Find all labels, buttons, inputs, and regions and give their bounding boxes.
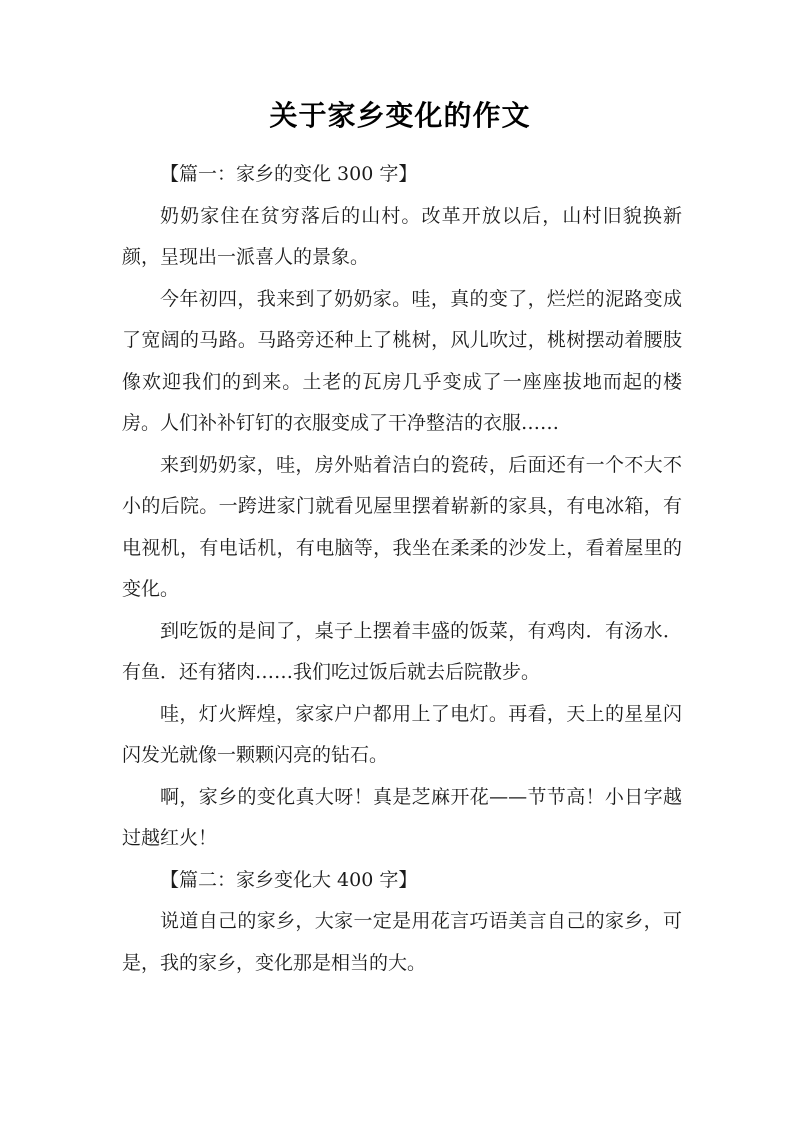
section-heading-1: 【篇一：家乡的变化 300 字】 xyxy=(160,163,418,185)
paragraph: 来到奶奶家，哇，房外贴着洁白的瓷砖，后面还有一个不大不小的后院。一跨进家门就看见屋里摆着崭新的家具，有电冰箱，有电视机，有电话机，有电脑等，我坐在柔柔的沙发上，看着屋里的变化。 xyxy=(122,453,682,600)
paragraph: 说道自己的家乡，大家一定是用花言巧语美言自己的家乡，可是，我的家乡，变化那是相当的大。 xyxy=(122,910,682,974)
paragraph: 到吃饭的是间了，桌子上摆着丰盛的饭菜，有鸡肉．有汤水．有鱼．还有猪肉……我们吃过饭后就去后院散步。 xyxy=(122,619,682,683)
paragraph: 哇，灯火辉煌，家家户户都用上了电灯。再看，天上的星星闪闪发光就像一颗颗闪亮的钻石。 xyxy=(122,702,682,766)
paragraph: 今年初四，我来到了奶奶家。哇，真的变了，烂烂的泥路变成了宽阔的马路。马路旁还种上了桃树，风儿吹过，桃树摆动着腰肢像欢迎我们的到来。土老的瓦房几乎变成了一座座拔地而起的楼房。人们补补钉钉的衣服变成了干净整洁的衣服…… xyxy=(122,287,682,434)
section-heading-2: 【篇二：家乡变化大 400 字】 xyxy=(160,868,418,891)
paragraph: 啊，家乡的变化真大呀！真是芝麻开花——节节高！小日字越过越红火！ xyxy=(122,785,682,849)
document-title: 关于家乡变化的作文 xyxy=(269,99,531,132)
paragraph: 奶奶家住在贫穷落后的山村。改革开放以后，山村旧貌换新颜，呈现出一派喜人的景象。 xyxy=(122,204,682,268)
document-body xyxy=(122,154,682,984)
